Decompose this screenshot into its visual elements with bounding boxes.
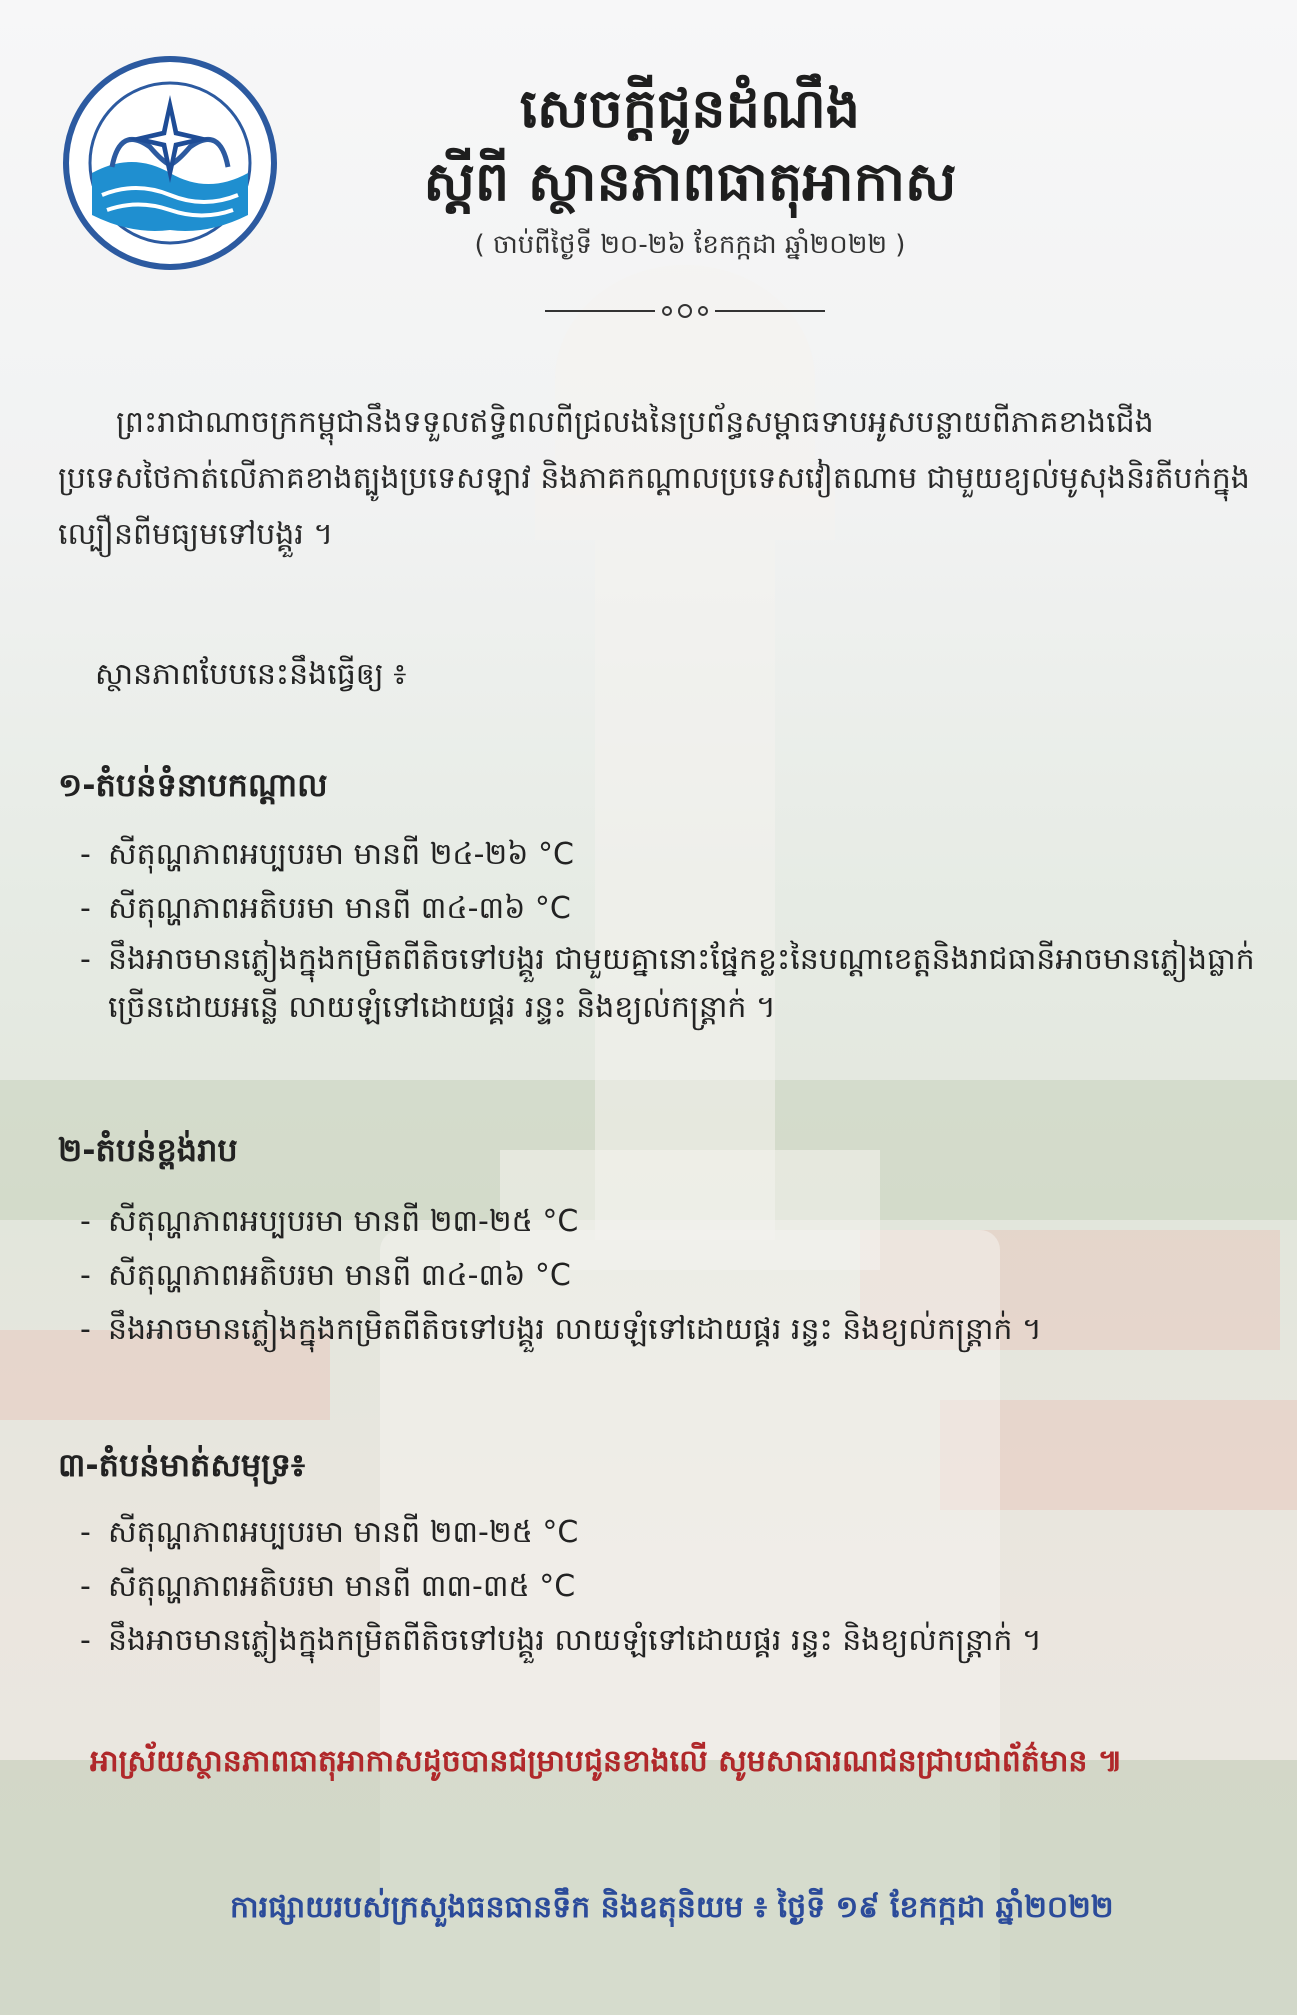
list-item: - សីតុណ្ហភាពអប្បបរមា មានពី ២៣-២៥ °C: [80, 1506, 1280, 1560]
region-list-coastal: [80, 1506, 1280, 1668]
date-range: ( ចាប់ពីថ្ងៃទី ២០-២៦ ខែកក្កដា ឆ្នាំ២០២២ ): [474, 230, 906, 260]
publisher-footer: ការផ្សាយរបស់ក្រសួងធនធានទឹក និងឧតុនិយម ៖ ថ្ងៃទី ១៩ ខែកក្កដា ឆ្នាំ២០២២: [230, 1890, 1114, 1925]
list-item: - នឹងអាចមានភ្លៀងក្នុងកម្រិតពីតិចទៅបង្គួរ ជាមួយគ្នានោះផ្នែកខ្លះនៃបណ្តាខេត្តនិងរាជធានីអាចមានភ្លៀងធ្លាក់ច្រើនដោយអន្លើ លាយឡំទៅដោយផ្គរ រន្ទះ និងខ្យល់កន្ត្រាក់ ។: [80, 936, 1280, 1032]
region-list-central-lowlands: [80, 828, 1280, 1032]
region-heading-plateau: ២-តំបន់ខ្ពង់រាប: [58, 1131, 238, 1169]
divider-ornament-icon: [545, 300, 825, 322]
region-heading-coastal: ៣-តំបន់មាត់សមុទ្រ៖: [58, 1446, 306, 1484]
list-item: - សីតុណ្ហភាពអប្បបរមា មានពី ២៣-២៥ °C: [80, 1195, 1280, 1249]
page-title: សេចក្តីជូនដំណឹង: [519, 77, 861, 140]
list-item: - សីតុណ្ហភាពអតិបរមា មានពី ៣៣-៣៥ °C: [80, 1560, 1280, 1614]
region-heading-central-lowlands: ១-តំបន់ទំនាបកណ្តាល: [58, 766, 328, 804]
list-item: - នឹងអាចមានភ្លៀងក្នុងកម្រិតពីតិចទៅបង្គួរ លាយឡំទៅដោយផ្គរ រន្ទះ និងខ្យល់កន្ត្រាក់ ។: [80, 1303, 1280, 1357]
effects-intro: ស្ថានភាពបែបនេះនឹងធ្វើឲ្យ ៖: [95, 657, 407, 692]
list-item: - នឹងអាចមានភ្លៀងក្នុងកម្រិតពីតិចទៅបង្គួរ លាយឡំទៅដោយផ្គរ រន្ទះ និងខ្យល់កន្ត្រាក់ ។: [80, 1614, 1280, 1668]
ministry-seal-logo: [62, 55, 278, 271]
list-item: - សីតុណ្ហភាពអតិបរមា មានពី ៣៤-៣៦ °C: [80, 1249, 1280, 1303]
page-subtitle: ស្តីពី ស្ថានភាពធាតុអាកាស: [423, 150, 957, 213]
intro-paragraph: ព្រះរាជាណាចក្រកម្ពុជានឹងទទួលឥទ្ធិពលពីជ្រលងនៃប្រព័ន្ធសម្ពាធទាបអូសបន្លាយពីភាគខាងជើងប្រទេសថៃកាត់លើភាគខាងត្បូងប្រទេសឡាវ និងភាគកណ្តាលប្រទេសវៀតណាម ជាមួយខ្យល់មូសុងនិរតីបក់ក្នុងល្បឿនពីមធ្យមទៅបង្គួរ ។: [58, 405, 1250, 552]
list-item: - សីតុណ្ហភាពអតិបរមា មានពី ៣៤-៣៦ °C: [80, 882, 1280, 936]
advisory-note: អាស្រ័យស្ថានភាពធាតុអាកាសដូចបានជម្រាបជូនខាងលើ សូមសាធារណជនជ្រាបជាព័ត៌មាន ៕: [90, 1744, 1123, 1779]
region-list-plateau: [80, 1195, 1280, 1357]
list-item: - សីតុណ្ហភាពអប្បបរមា មានពី ២៤-២៦ °C: [80, 828, 1280, 882]
